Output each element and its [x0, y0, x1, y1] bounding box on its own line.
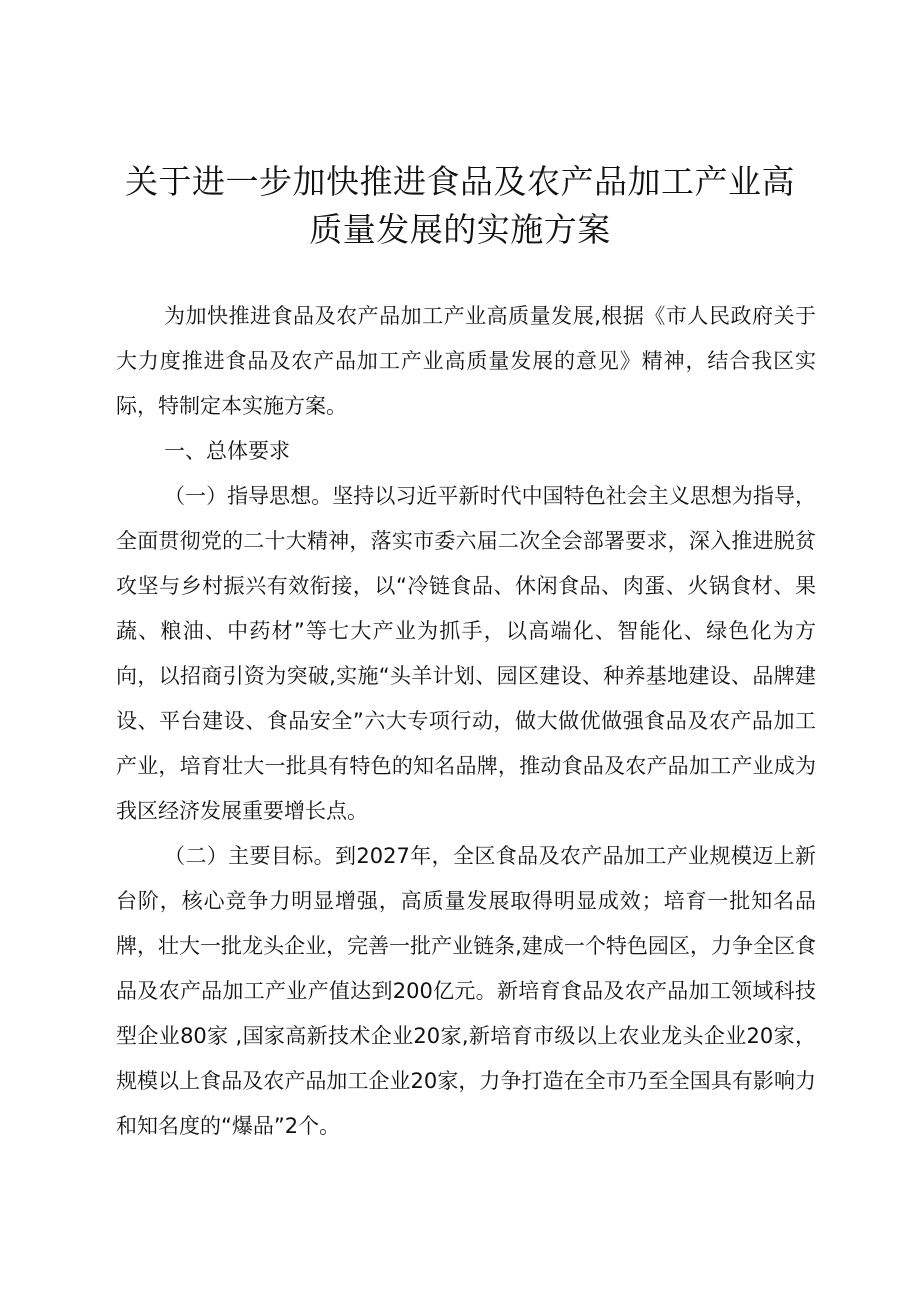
paragraph-main-targets: （二）主要目标。到2027年，全区食品及农产品加工产业规模迈上新台阶，核心竞争力明显增强，高质量发展取得明显成效；培育一批知名品牌，壮大一批龙头企业，完善一批产业链条,建成一个特色园区，力争全区食品及农产品加工产业产值达到200亿元。新培育食品及农产品加工领域科技型企业80家 ,国家高新技术企业20家,新培育市级以上农业龙头企业20家，规模以上食品及农产品加工企业20家，力争打造在全市乃至全国具有影响力和知名度的“爆品”2个。 — [116, 844, 816, 1138]
section-heading-overall-requirements: 一、总体要求 — [164, 439, 290, 463]
intro-paragraph: 为加快推进食品及农产品加工产业高质量发展,根据《市人民政府关于大力度推进食品及农产品加工产业高质量发展的意见》精神，结合我区实际，特制定本实施方案。 — [116, 304, 816, 418]
document-title-line-2: 质量发展的实施方案 — [309, 210, 611, 249]
paragraph-guiding-ideology: （一）指导思想。坚持以习近平新时代中国特色社会主义思想为指导，全面贯彻党的二十大精神，落实市委六届二次全会部署要求，深入推进脱贫攻坚与乡村振兴有效衔接，以“冷链食品、休闲食品、肉蛋、火锅食材、果蔬、粮油、中药材”等七大产业为抓手，以高端化、智能化、绿色化为方向，以招商引资为突破,实施“头羊计划、园区建设、种养基地建设、品牌建设、平台建设、食品安全”六大专项行动，做大做优做强食品及农产品加工产业，培育壮大一批具有特色的知名品牌，推动食品及农产品加工产业成为我区经济发展重要增长点。 — [116, 484, 816, 823]
document-title-line-1: 关于进一步加快推进食品及农产品加工产业高 — [125, 162, 795, 201]
